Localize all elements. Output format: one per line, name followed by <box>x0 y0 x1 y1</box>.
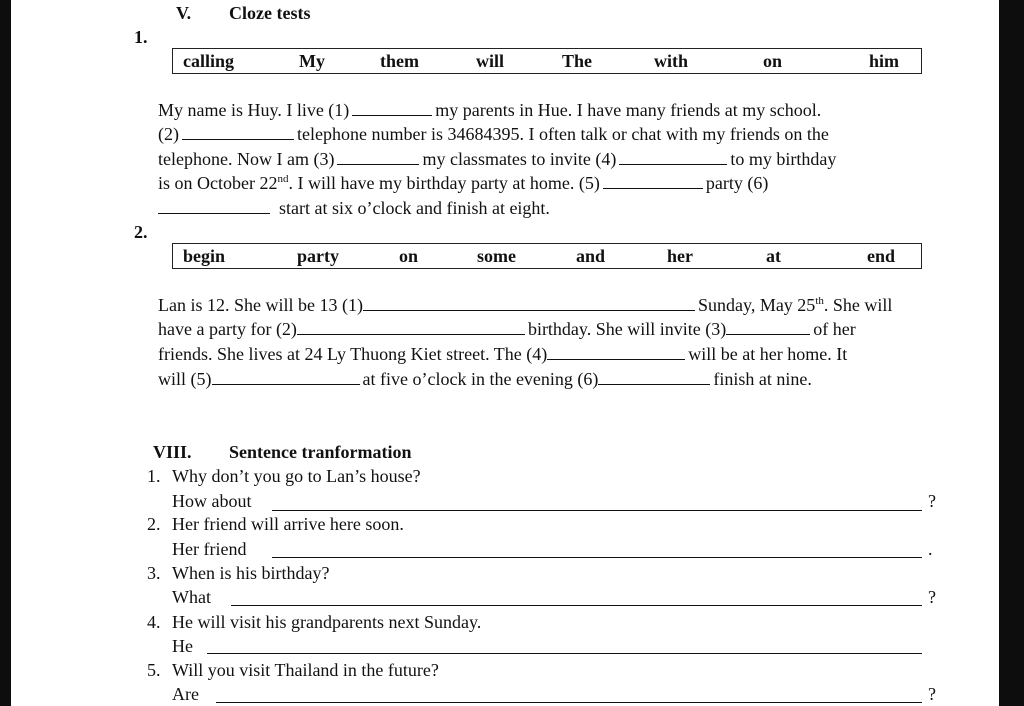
answer-line[interactable] <box>272 557 922 558</box>
exercise-2-number: 2. <box>134 222 148 242</box>
passage-2-line: Lan is 12. She will be 13 (1) Sunday, May 25th. She will <box>158 295 893 315</box>
item-prompt: He <box>172 636 193 656</box>
passage-1-line: is on October 22nd. I will have my birthday party at home. (5) party (6) <box>158 173 769 193</box>
answer-blank[interactable] <box>212 383 360 385</box>
item-number: 2. <box>147 514 161 534</box>
word-bank-item: My <box>299 51 325 71</box>
section-viii-numeral: VIII. <box>153 442 192 462</box>
answer-line[interactable] <box>216 702 922 703</box>
item-number: 1. <box>147 466 161 486</box>
answer-blank[interactable] <box>619 163 727 165</box>
word-bank-item: him <box>869 51 900 71</box>
exercise-1-number: 1. <box>134 27 148 47</box>
item-sentence: When is his birthday? <box>172 563 330 583</box>
item-sentence: Why don’t you go to Lan’s house? <box>172 466 421 486</box>
section-v-numeral: V. <box>176 3 192 23</box>
answer-blank[interactable] <box>726 333 810 335</box>
word-bank-1 <box>172 48 922 74</box>
word-bank-item: will <box>476 51 505 71</box>
answer-line[interactable] <box>207 653 922 654</box>
item-prompt: How about <box>172 491 252 511</box>
passage-1-line: start at six o’clock and finish at eight. <box>158 199 550 217</box>
answer-blank[interactable] <box>603 187 703 189</box>
word-bank-item: on <box>399 246 419 266</box>
item-sentence: Her friend will arrive here soon. <box>172 514 404 534</box>
section-viii-title: Sentence tranformation <box>229 442 412 462</box>
passage-2-line: friends. She lives at 24 Ly Thuong Kiet street. The (4) will be at her home. It <box>158 344 848 364</box>
answer-blank[interactable] <box>547 358 685 360</box>
right-page-edge <box>999 0 1024 706</box>
word-bank-item: calling <box>183 51 235 71</box>
word-bank-item: on <box>763 51 783 71</box>
answer-blank[interactable] <box>598 383 710 385</box>
word-bank-item: at <box>766 246 781 266</box>
item-sentence: Will you visit Thailand in the future? <box>172 660 439 680</box>
answer-line[interactable] <box>272 510 922 511</box>
item-number: 5. <box>147 660 161 680</box>
passage-1-line: My name is Huy. I live (1) my parents in Hue. I have many friends at my school. <box>158 100 822 120</box>
word-bank-item: her <box>667 246 693 266</box>
passage-2-line: have a party for (2) birthday. She will invite (3) of her <box>158 319 856 339</box>
item-prompt: Her friend <box>172 539 247 559</box>
word-bank-item: party <box>297 246 339 266</box>
word-bank-item: some <box>477 246 516 266</box>
answer-blank[interactable] <box>182 138 294 140</box>
word-bank-item: The <box>562 51 593 71</box>
item-prompt: Are <box>172 684 199 704</box>
item-end-mark: ? <box>928 587 936 607</box>
word-bank-2 <box>172 243 922 269</box>
passage-1-line: telephone. Now I am (3) my classmates to invite (4) to my birthday <box>158 149 837 169</box>
answer-blank[interactable] <box>297 333 525 335</box>
section-v-title: Cloze tests <box>229 3 311 23</box>
answer-blank[interactable] <box>363 309 695 311</box>
item-number: 3. <box>147 563 161 583</box>
word-bank-item: and <box>576 246 606 266</box>
item-end-mark: . <box>928 539 933 559</box>
answer-blank[interactable] <box>337 163 419 165</box>
answer-line[interactable] <box>231 605 922 606</box>
word-bank-item: begin <box>183 246 226 266</box>
word-bank-item: end <box>867 246 896 266</box>
item-number: 4. <box>147 612 161 632</box>
word-bank-item: with <box>654 51 689 71</box>
item-end-mark: ? <box>928 684 936 704</box>
item-end-mark: ? <box>928 491 936 511</box>
answer-blank[interactable] <box>352 114 432 116</box>
item-prompt: What <box>172 587 211 607</box>
passage-1-line: (2) telephone number is 34684395. I often talk or chat with my friends on the <box>158 124 829 144</box>
word-bank-item: them <box>380 51 419 71</box>
left-page-edge <box>0 0 11 706</box>
item-sentence: He will visit his grandparents next Sunday. <box>172 612 482 632</box>
passage-2-line: will (5) at five o’clock in the evening (6) finish at nine. <box>158 369 812 389</box>
answer-blank[interactable] <box>158 212 270 214</box>
